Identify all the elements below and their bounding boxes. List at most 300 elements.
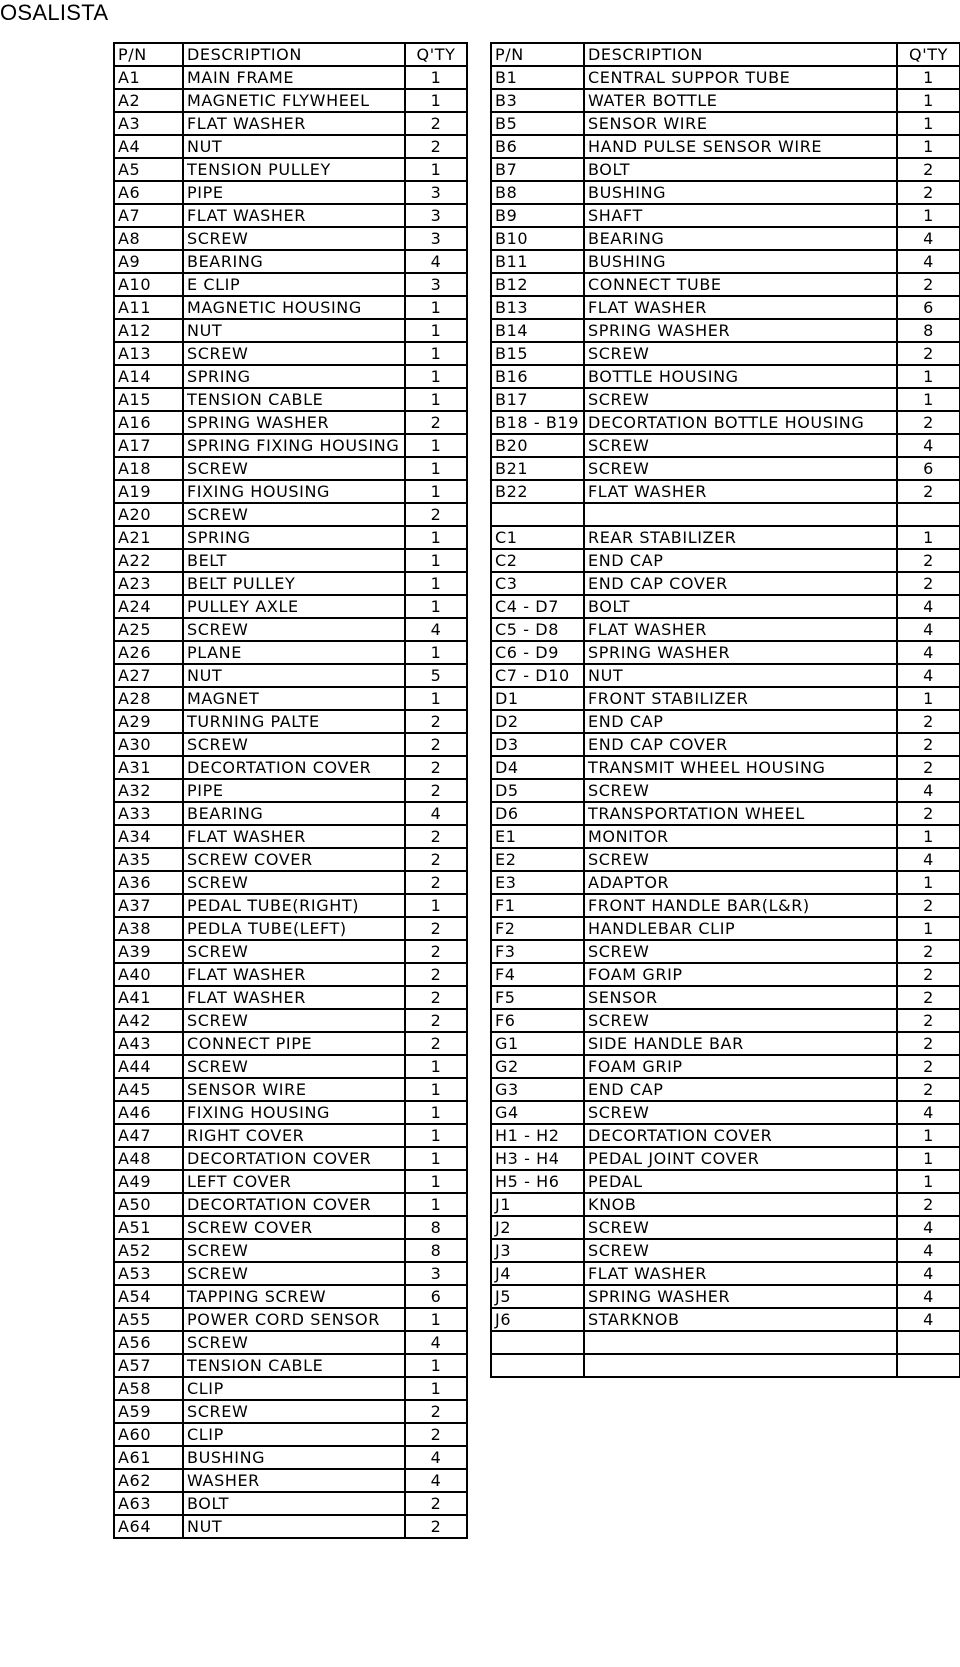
quantity-cell: 2 (405, 503, 467, 526)
table-row (491, 917, 960, 940)
table-row (491, 1308, 960, 1331)
table-row (491, 112, 960, 135)
quantity-cell: 5 (405, 664, 467, 687)
quantity-cell: 3 (405, 204, 467, 227)
description-cell: WATER BOTTLE (584, 89, 897, 112)
description-cell: FIXING HOUSING (183, 1101, 405, 1124)
quantity-cell: 1 (897, 89, 960, 112)
part-number-cell: A25 (114, 618, 183, 641)
table-row (114, 158, 467, 181)
page-title: OSALISTA (0, 0, 109, 25)
part-number-cell: A56 (114, 1331, 183, 1354)
part-number-cell: B9 (491, 204, 584, 227)
part-number-cell: A5 (114, 158, 183, 181)
description-cell: TENSION CABLE (183, 388, 405, 411)
part-number-cell: C2 (491, 549, 584, 572)
part-number-cell: A16 (114, 411, 183, 434)
table-row (114, 1331, 467, 1354)
description-cell: SCREW (183, 1009, 405, 1032)
part-number-cell: A23 (114, 572, 183, 595)
quantity-cell: 2 (405, 871, 467, 894)
part-number-cell: A51 (114, 1216, 183, 1239)
part-number-cell: E2 (491, 848, 584, 871)
part-number-cell: A3 (114, 112, 183, 135)
description-cell: TAPPING SCREW (183, 1285, 405, 1308)
table-row (491, 733, 960, 756)
quantity-cell: 2 (405, 1400, 467, 1423)
table-row (114, 204, 467, 227)
description-cell: SCREW (183, 227, 405, 250)
description-cell: SCREW (584, 940, 897, 963)
quantity-cell: 1 (897, 687, 960, 710)
table-row (114, 917, 467, 940)
part-number-cell: A18 (114, 457, 183, 480)
table-row (491, 319, 960, 342)
quantity-cell: 2 (405, 848, 467, 871)
quantity-cell: 3 (405, 227, 467, 250)
quantity-cell: 1 (405, 434, 467, 457)
table-row (114, 1515, 467, 1538)
quantity-cell: 1 (405, 641, 467, 664)
quantity-cell: 1 (897, 526, 960, 549)
quantity-cell: 4 (897, 1239, 960, 1262)
quantity-cell: 1 (405, 1377, 467, 1400)
table-row (491, 618, 960, 641)
part-number-cell: B16 (491, 365, 584, 388)
description-cell: FLAT WASHER (584, 480, 897, 503)
description-cell: FRONT HANDLE BAR(L&R) (584, 894, 897, 917)
table-row (491, 1078, 960, 1101)
part-number-cell (491, 1331, 584, 1354)
quantity-cell: 2 (897, 342, 960, 365)
description-cell: SPRING (183, 365, 405, 388)
quantity-cell: 1 (405, 457, 467, 480)
description-cell: TRANSMIT WHEEL HOUSING (584, 756, 897, 779)
part-number-cell: A13 (114, 342, 183, 365)
quantity-cell: 6 (405, 1285, 467, 1308)
table-row (491, 940, 960, 963)
part-number-cell: B8 (491, 181, 584, 204)
description-cell: SCREW (584, 1101, 897, 1124)
quantity-cell: 2 (897, 1193, 960, 1216)
quantity-cell: 1 (405, 1308, 467, 1331)
part-number-cell: F6 (491, 1009, 584, 1032)
description-cell: FLAT WASHER (183, 112, 405, 135)
table-row (114, 1147, 467, 1170)
description-cell: SCREW (183, 1055, 405, 1078)
table-row (114, 687, 467, 710)
quantity-cell: 3 (405, 1262, 467, 1285)
table-row (491, 1354, 960, 1377)
part-number-cell: B6 (491, 135, 584, 158)
part-number-cell: A33 (114, 802, 183, 825)
quantity-cell: 2 (405, 1515, 467, 1538)
quantity-cell: 4 (405, 618, 467, 641)
part-number-cell: B5 (491, 112, 584, 135)
part-number-cell: A52 (114, 1239, 183, 1262)
quantity-cell: 1 (897, 135, 960, 158)
table-row (114, 1446, 467, 1469)
description-cell: TENSION PULLEY (183, 158, 405, 181)
quantity-cell: 8 (405, 1216, 467, 1239)
description-cell: SCREW (584, 457, 897, 480)
table-row (114, 549, 467, 572)
table-row (114, 733, 467, 756)
part-number-cell: A24 (114, 595, 183, 618)
quantity-cell: 2 (897, 411, 960, 434)
part-number-cell: B13 (491, 296, 584, 319)
part-number-cell: B17 (491, 388, 584, 411)
table-row (114, 618, 467, 641)
part-number-cell: A32 (114, 779, 183, 802)
part-number-cell: A4 (114, 135, 183, 158)
part-number-cell: C6 - D9 (491, 641, 584, 664)
part-number-cell: G3 (491, 1078, 584, 1101)
table-row (491, 595, 960, 618)
quantity-cell: 1 (897, 388, 960, 411)
quantity-cell: 4 (897, 1308, 960, 1331)
quantity-cell: 1 (897, 871, 960, 894)
description-cell: BUSHING (183, 1446, 405, 1469)
description-cell: TRANSPORTATION WHEEL (584, 802, 897, 825)
part-number-cell: B12 (491, 273, 584, 296)
part-number-cell: F4 (491, 963, 584, 986)
description-cell: FOAM GRIP (584, 1055, 897, 1078)
quantity-cell (897, 1354, 960, 1377)
part-number-cell: B18 - B19 (491, 411, 584, 434)
part-number-cell: J1 (491, 1193, 584, 1216)
table-row (491, 434, 960, 457)
header-description: DESCRIPTION (183, 43, 405, 66)
part-number-cell: B7 (491, 158, 584, 181)
description-cell (584, 1354, 897, 1377)
description-cell: NUT (183, 135, 405, 158)
part-number-cell: J6 (491, 1308, 584, 1331)
quantity-cell: 1 (405, 549, 467, 572)
quantity-cell: 8 (405, 1239, 467, 1262)
table-row (491, 480, 960, 503)
quantity-cell: 1 (405, 1124, 467, 1147)
description-cell: BELT (183, 549, 405, 572)
quantity-cell: 2 (405, 1032, 467, 1055)
quantity-cell: 2 (897, 181, 960, 204)
description-cell: SCREW (183, 1262, 405, 1285)
description-cell: SCREW (584, 388, 897, 411)
quantity-cell: 1 (405, 894, 467, 917)
quantity-cell: 1 (897, 1124, 960, 1147)
quantity-cell: 2 (897, 802, 960, 825)
quantity-cell: 1 (405, 1170, 467, 1193)
table-row (491, 296, 960, 319)
description-cell: HAND PULSE SENSOR WIRE (584, 135, 897, 158)
quantity-cell: 6 (897, 296, 960, 319)
part-number-cell: J2 (491, 1216, 584, 1239)
table-row (114, 296, 467, 319)
description-cell: DECORTATION COVER (183, 756, 405, 779)
table-row (114, 319, 467, 342)
table-row (491, 825, 960, 848)
part-number-cell: A57 (114, 1354, 183, 1377)
part-number-cell: A20 (114, 503, 183, 526)
part-number-cell: A38 (114, 917, 183, 940)
quantity-cell (897, 1331, 960, 1354)
table-row (491, 526, 960, 549)
description-cell: SPRING FIXING HOUSING (183, 434, 405, 457)
description-cell: PEDAL JOINT COVER (584, 1147, 897, 1170)
part-number-cell: B21 (491, 457, 584, 480)
description-cell: BOLT (183, 1492, 405, 1515)
table-row (114, 940, 467, 963)
part-number-cell: F5 (491, 986, 584, 1009)
description-cell: SCREW (183, 1400, 405, 1423)
table-row (114, 342, 467, 365)
description-cell: CLIP (183, 1423, 405, 1446)
table-row (491, 1216, 960, 1239)
description-cell: SPRING WASHER (584, 641, 897, 664)
table-row (114, 181, 467, 204)
quantity-cell: 1 (405, 158, 467, 181)
quantity-cell: 1 (897, 825, 960, 848)
quantity-cell: 1 (897, 917, 960, 940)
table-row (114, 1423, 467, 1446)
part-number-cell: F2 (491, 917, 584, 940)
table-row (114, 572, 467, 595)
quantity-cell: 2 (405, 411, 467, 434)
part-number-cell: D3 (491, 733, 584, 756)
table-row (114, 1032, 467, 1055)
table-row (114, 963, 467, 986)
part-number-cell: A35 (114, 848, 183, 871)
description-cell: NUT (183, 319, 405, 342)
part-number-cell: A6 (114, 181, 183, 204)
description-cell: FLAT WASHER (183, 825, 405, 848)
table-row (491, 1032, 960, 1055)
quantity-cell (897, 503, 960, 526)
quantity-cell: 2 (405, 825, 467, 848)
table-row (491, 250, 960, 273)
part-number-cell: A17 (114, 434, 183, 457)
quantity-cell: 4 (897, 434, 960, 457)
part-number-cell: C3 (491, 572, 584, 595)
table-row (114, 1285, 467, 1308)
quantity-cell: 1 (405, 319, 467, 342)
part-number-cell: A36 (114, 871, 183, 894)
table-row (491, 641, 960, 664)
parts-table-left (113, 42, 468, 1539)
quantity-cell: 4 (405, 1331, 467, 1354)
part-number-cell: A30 (114, 733, 183, 756)
description-cell: BUSHING (584, 250, 897, 273)
table-row (114, 1354, 467, 1377)
table-row (491, 1055, 960, 1078)
description-cell (584, 503, 897, 526)
table-row (491, 66, 960, 89)
quantity-cell: 1 (405, 342, 467, 365)
description-cell: SCREW (183, 1239, 405, 1262)
description-cell: SENSOR (584, 986, 897, 1009)
description-cell: SCREW (584, 342, 897, 365)
part-number-cell: J3 (491, 1239, 584, 1262)
table-row (114, 1101, 467, 1124)
part-number-cell: A34 (114, 825, 183, 848)
table-row (491, 779, 960, 802)
description-cell: SCREW (183, 733, 405, 756)
description-cell: CONNECT TUBE (584, 273, 897, 296)
table-row (491, 986, 960, 1009)
description-cell: FLAT WASHER (183, 204, 405, 227)
quantity-cell: 1 (405, 1193, 467, 1216)
description-cell: SCREW COVER (183, 1216, 405, 1239)
quantity-cell: 4 (897, 595, 960, 618)
part-number-cell: A39 (114, 940, 183, 963)
description-cell: FRONT STABILIZER (584, 687, 897, 710)
table-row (114, 434, 467, 457)
part-number-cell: A62 (114, 1469, 183, 1492)
description-cell: BOLT (584, 158, 897, 181)
table-header-row (114, 43, 467, 66)
quantity-cell: 2 (405, 733, 467, 756)
part-number-cell: A8 (114, 227, 183, 250)
description-cell: BEARING (183, 250, 405, 273)
quantity-cell: 4 (897, 1101, 960, 1124)
description-cell: WASHER (183, 1469, 405, 1492)
description-cell: DECORTATION COVER (183, 1193, 405, 1216)
quantity-cell: 2 (405, 917, 467, 940)
quantity-cell: 2 (897, 710, 960, 733)
table-row (114, 66, 467, 89)
quantity-cell: 4 (897, 664, 960, 687)
description-cell: SPRING WASHER (584, 1285, 897, 1308)
description-cell: PLANE (183, 641, 405, 664)
table-row (114, 1124, 467, 1147)
part-number-cell: H5 - H6 (491, 1170, 584, 1193)
description-cell: BELT PULLEY (183, 572, 405, 595)
quantity-cell: 4 (897, 250, 960, 273)
table-row (491, 89, 960, 112)
part-number-cell: A64 (114, 1515, 183, 1538)
table-row (114, 595, 467, 618)
table-row (114, 1469, 467, 1492)
description-cell: POWER CORD SENSOR (183, 1308, 405, 1331)
part-number-cell: D6 (491, 802, 584, 825)
part-number-cell: A12 (114, 319, 183, 342)
part-number-cell: A46 (114, 1101, 183, 1124)
description-cell: PIPE (183, 779, 405, 802)
part-number-cell: A61 (114, 1446, 183, 1469)
quantity-cell: 2 (897, 1032, 960, 1055)
part-number-cell: B3 (491, 89, 584, 112)
quantity-cell: 4 (405, 1469, 467, 1492)
description-cell: BEARING (183, 802, 405, 825)
table-row (114, 756, 467, 779)
table-row (491, 848, 960, 871)
quantity-cell: 2 (897, 158, 960, 181)
description-cell: PEDAL (584, 1170, 897, 1193)
table-row (114, 112, 467, 135)
quantity-cell: 1 (405, 1055, 467, 1078)
quantity-cell: 1 (897, 365, 960, 388)
description-cell: SPRING WASHER (584, 319, 897, 342)
quantity-cell: 2 (405, 779, 467, 802)
part-number-cell: G2 (491, 1055, 584, 1078)
quantity-cell: 2 (897, 963, 960, 986)
part-number-cell (491, 503, 584, 526)
table-header-row (491, 43, 960, 66)
table-row (491, 1239, 960, 1262)
quantity-cell: 4 (897, 848, 960, 871)
table-row (491, 1124, 960, 1147)
quantity-cell: 4 (405, 250, 467, 273)
part-number-cell: A2 (114, 89, 183, 112)
table-row (114, 986, 467, 1009)
description-cell: SCREW (183, 618, 405, 641)
part-number-cell: A22 (114, 549, 183, 572)
table-row (114, 1170, 467, 1193)
part-number-cell: H3 - H4 (491, 1147, 584, 1170)
quantity-cell: 2 (405, 1423, 467, 1446)
header-description: DESCRIPTION (584, 43, 897, 66)
description-cell: FOAM GRIP (584, 963, 897, 986)
description-cell: SCREW (584, 779, 897, 802)
table-row (491, 1101, 960, 1124)
description-cell: DECORTATION COVER (584, 1124, 897, 1147)
table-row (491, 1262, 960, 1285)
description-cell: END CAP COVER (584, 572, 897, 595)
table-row (491, 1170, 960, 1193)
part-number-cell: A28 (114, 687, 183, 710)
description-cell: SENSOR WIRE (183, 1078, 405, 1101)
part-number-cell: C7 - D10 (491, 664, 584, 687)
description-cell: SCREW (183, 871, 405, 894)
quantity-cell: 2 (405, 710, 467, 733)
description-cell: PIPE (183, 181, 405, 204)
quantity-cell: 1 (405, 388, 467, 411)
description-cell: CONNECT PIPE (183, 1032, 405, 1055)
table-row (114, 894, 467, 917)
table-row (114, 1262, 467, 1285)
description-cell: FIXING HOUSING (183, 480, 405, 503)
description-cell: MAGNETIC HOUSING (183, 296, 405, 319)
quantity-cell: 4 (897, 641, 960, 664)
part-number-cell: D5 (491, 779, 584, 802)
part-number-cell: A60 (114, 1423, 183, 1446)
quantity-cell: 1 (405, 296, 467, 319)
description-cell: ADAPTOR (584, 871, 897, 894)
quantity-cell: 1 (897, 112, 960, 135)
table-row (114, 1193, 467, 1216)
description-cell: STARKNOB (584, 1308, 897, 1331)
description-cell: BOTTLE HOUSING (584, 365, 897, 388)
quantity-cell: 1 (405, 1147, 467, 1170)
table-row (114, 227, 467, 250)
part-number-cell: A7 (114, 204, 183, 227)
description-cell: NUT (584, 664, 897, 687)
table-row (114, 1400, 467, 1423)
part-number-cell: A14 (114, 365, 183, 388)
part-number-cell: A15 (114, 388, 183, 411)
part-number-cell (491, 1354, 584, 1377)
description-cell: SCREW (584, 1009, 897, 1032)
part-number-cell: A63 (114, 1492, 183, 1515)
table-row (491, 802, 960, 825)
description-cell: BEARING (584, 227, 897, 250)
table-row (114, 365, 467, 388)
quantity-cell: 1 (897, 1147, 960, 1170)
part-number-cell: B14 (491, 319, 584, 342)
table-row (114, 1239, 467, 1262)
table-row (114, 388, 467, 411)
description-cell: NUT (183, 1515, 405, 1538)
